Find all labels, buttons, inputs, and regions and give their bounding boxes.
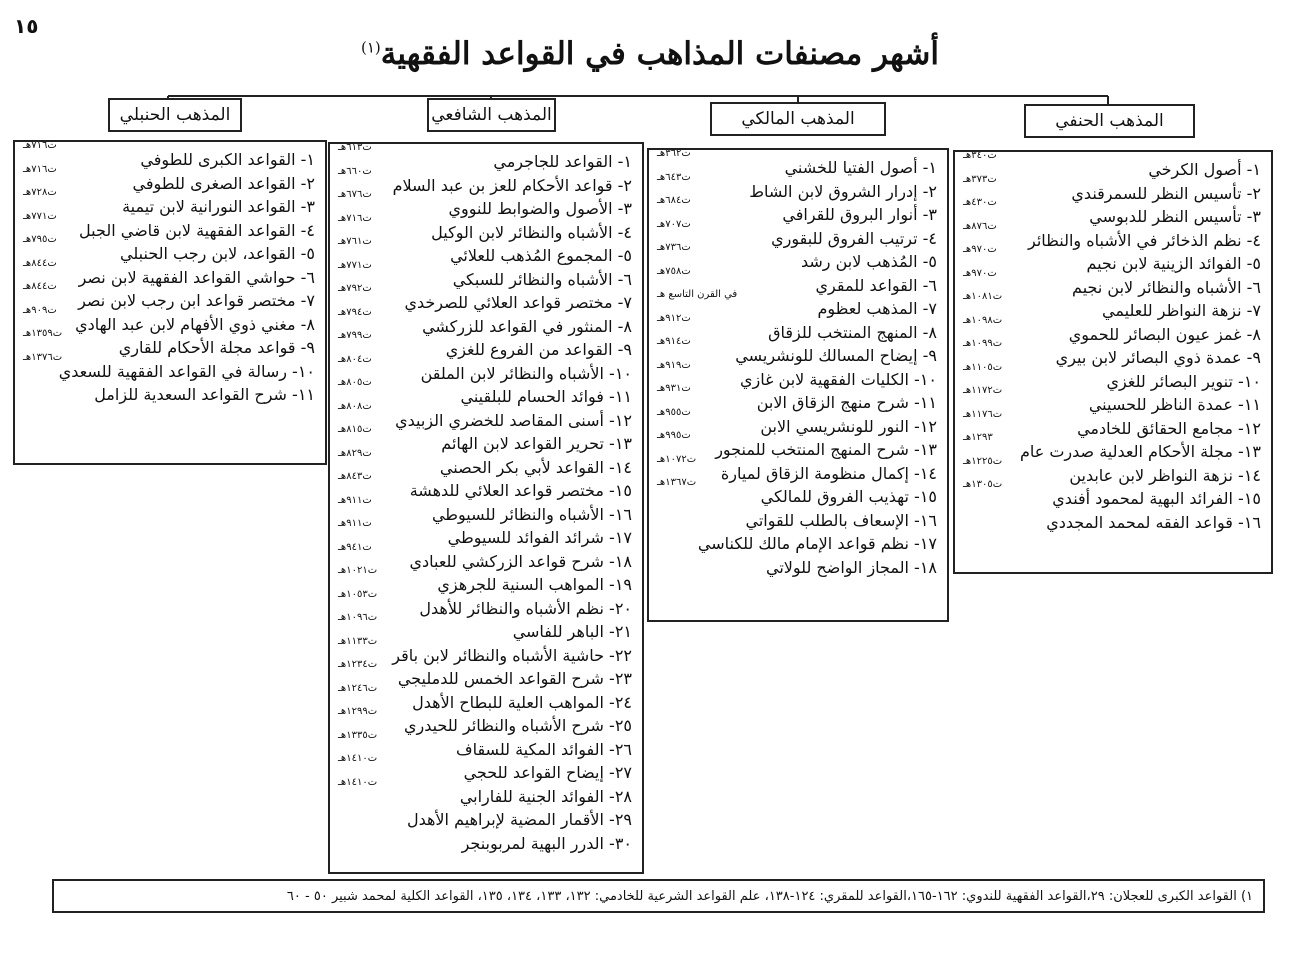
book-item	[23, 140, 315, 172]
book-title: ٣- أنوار البروق للقرافي	[782, 205, 937, 224]
book-title: ٢٥- شرح الأشباه والنظائر للحيدري	[403, 716, 632, 735]
book-title: ١- أصول الكرخي	[1148, 160, 1261, 179]
death-date: ت٧٩٢هـ	[338, 283, 372, 294]
book-item	[338, 588, 632, 621]
death-date: ت٨٠٥هـ	[338, 377, 372, 388]
book-title: ٦- الأشباه والنظائر لابن نجيم	[1072, 277, 1261, 297]
death-date: ت٧٩٥هـ	[23, 234, 57, 245]
book-item	[657, 556, 937, 580]
school-header-hanbali	[108, 98, 242, 132]
book-item	[23, 210, 315, 243]
book-item	[338, 706, 632, 738]
column-hanbali	[13, 140, 327, 465]
book-item	[338, 189, 632, 221]
book-title: ٢٢- حاشية الأشباه والنظائر لابن باقر	[392, 645, 632, 665]
book-item	[338, 142, 632, 174]
death-date: ت٧٩٤هـ	[338, 306, 372, 318]
book-item	[963, 455, 1261, 488]
book-title: ٢- القواعد الصغرى للطوفي	[132, 173, 315, 193]
death-date: ت٨٤٤هـ	[23, 281, 57, 292]
book-title: ١٧- نظم قواعد الإمام مالك للكناسي	[697, 534, 937, 553]
book-item	[657, 406, 937, 439]
book-title: ١٨- شرح قواعد الزركشي للعبادي	[409, 551, 632, 571]
book-title: ١٠- تنوير البصائر للغزي	[1106, 371, 1261, 391]
book-title: ٦- الأشباه والنظائر للسبكي	[452, 269, 632, 289]
book-item	[963, 511, 1261, 535]
death-date: ت١٠٩٨هـ	[963, 314, 1003, 326]
book-item	[338, 612, 632, 644]
book-title: ٢- قواعد الأحكام للعز بن عبد السلام	[392, 175, 632, 195]
book-item	[23, 257, 315, 290]
death-date: ت٧٦١هـ	[338, 236, 372, 247]
book-title: ٩- عمدة ذوي البصائر لابن بيري	[1055, 348, 1261, 367]
school-header-hanafi	[1024, 104, 1195, 138]
book-item	[657, 148, 937, 180]
book-title: ١- القواعد للجاجرمي	[493, 152, 632, 171]
book-item	[657, 359, 937, 392]
book-title: ٢٠- نظم الأشباه والنظائر للأهدل	[419, 598, 632, 618]
page-number: ١٥	[14, 14, 39, 38]
book-item	[338, 541, 632, 574]
book-item	[657, 336, 937, 368]
book-item	[338, 236, 632, 268]
death-date: ت١٠٩٦هـ	[338, 612, 378, 623]
book-item	[963, 338, 1261, 370]
death-date: ت٩٥٥هـ	[657, 406, 691, 418]
book-item	[338, 400, 632, 433]
book-item	[657, 477, 937, 509]
death-date: ت٧٩٩هـ	[338, 330, 372, 341]
book-title: ١٦- الأشباه والنظائر للسيوطي	[431, 504, 632, 524]
death-date: ت٩٧٠هـ	[963, 244, 997, 255]
death-date: ت١٢٤٦هـ	[338, 682, 378, 694]
book-title: ٤- الأشباه والنظائر لابن الوكيل	[431, 222, 632, 242]
book-title: ١- القواعد الكبرى للطوفي	[140, 150, 315, 169]
book-item	[338, 212, 632, 245]
book-title: ٣- القواعد النورانية لابن تيمية	[122, 197, 315, 216]
death-date: ت١٣٠٥هـ	[963, 479, 1003, 490]
book-item	[338, 808, 632, 832]
book-title: ١٨- المجاز الواضح للولاتي	[765, 557, 937, 577]
death-date: ت٧٢٨هـ	[23, 187, 57, 198]
book-title: ١٤- إكمال منظومة الزقاق لميارة	[720, 463, 937, 483]
book-title: ١٣- شرح المنهج المنتخب للمنجور	[715, 440, 937, 459]
book-title: ١٤- نزهة النواظر لابن عابدين	[1069, 465, 1261, 485]
book-item	[963, 314, 1261, 347]
book-title: ٨- المنهج المنتخب للزقاق	[768, 322, 937, 342]
book-item	[963, 173, 1261, 206]
book-title: ١٥- مختصر قواعد العلائي للدهشة	[409, 481, 632, 500]
book-list	[23, 140, 315, 407]
book-item	[338, 447, 632, 480]
book-title: ٤- ترتيب الفروق للبقوري	[771, 228, 937, 248]
book-title: ١٢- أسنى المقاصد للخضري الزبيدي	[395, 410, 632, 430]
book-title: ١٠- رسالة في القواعد الفقهية للسعدي	[58, 361, 315, 381]
death-date: ت٨٠٨هـ	[338, 400, 372, 412]
book-title: ١٣- مجلة الأحكام العدلية صدرت عام	[1019, 442, 1261, 461]
book-item	[657, 289, 937, 321]
book-item	[23, 383, 315, 407]
death-date: ت١٠٢١هـ	[338, 565, 378, 576]
book-item	[23, 187, 315, 219]
death-date: ت٦٨٤هـ	[657, 195, 691, 206]
book-item	[963, 150, 1261, 182]
book-item	[338, 832, 632, 856]
book-title: ٢- إدرار الشروق لابن الشاط	[749, 181, 937, 201]
death-date: ت١٣٦٧هـ	[657, 477, 697, 488]
book-item	[338, 330, 632, 362]
book-item	[963, 291, 1261, 323]
book-item	[657, 171, 937, 204]
book-item	[338, 565, 632, 597]
book-title: ١٢- مجامع الحقائق للخادمي	[1077, 418, 1261, 438]
book-item	[338, 776, 632, 809]
book-title: ٣٠- الدرر البهية لمربوبنجر	[461, 833, 632, 853]
death-date: ت٣٦٢هـ	[657, 148, 691, 159]
book-title: ٦- القواعد للمقري	[815, 275, 937, 295]
book-title: ٨- غمز عيون البصائر للحموي	[1068, 324, 1261, 344]
death-date: ت٩١١هـ	[338, 518, 372, 529]
book-title: ١٥- الفرائد البهية لمحمود أفندي	[1052, 489, 1261, 508]
death-date: ت٦٦٠هـ	[338, 165, 372, 177]
death-date: ت١٠٩٩هـ	[963, 338, 1003, 349]
book-list	[338, 142, 632, 855]
book-title: ١١- شرح القواعد السعدية للزامل	[94, 385, 315, 404]
book-title: ٧- مختصر قواعد ابن رجب لابن نصر	[78, 291, 315, 310]
footnote-text: ١) القواعد الكبرى للعجلان: ٢٩،القواعد الفقهية للندوي: ١٦٢-١٦٥،القواعد للمقري: ١٢٤-١٣٨، علم القواعد الشرعية للخادمي: ١٣٢، ١٣٣، ١٣٤، ١٣٥، القواعد الكلية لمحمد شبير ٥٠ - ٦٠	[286, 888, 1253, 904]
book-title: ١٠- الكليات الفقهية لابن غازي	[739, 369, 937, 389]
book-title: ٥- الفوائد الزينية لابن نجيم	[1086, 254, 1261, 273]
book-item	[23, 281, 315, 313]
book-title: ١٦- الإسعاف بالطلب للقواتي	[745, 510, 937, 530]
death-date: ت٧٥٨هـ	[657, 265, 691, 277]
book-item	[963, 244, 1261, 276]
book-item	[338, 494, 632, 527]
book-title: ٧- المذهب لعظوم	[817, 299, 937, 318]
book-item	[23, 328, 315, 360]
death-date: ت١١٧٦هـ	[963, 408, 1003, 420]
book-title: ١١- شرح منهج الزقاق الابن	[756, 393, 937, 412]
death-date: ت١٠٨١هـ	[963, 291, 1003, 302]
death-date: ت١١٠٥هـ	[963, 361, 1003, 373]
school-header-label: المذهب الحنفي	[1055, 111, 1164, 131]
death-date: ت٩٠٩هـ	[23, 304, 57, 316]
book-title: ٣- الأصول والضوابط للنووي	[448, 199, 632, 218]
book-item	[338, 259, 632, 292]
column-maliki	[647, 148, 949, 622]
book-title: ٢- تأسيس النظر للسمرقندي	[1071, 183, 1261, 203]
book-item	[963, 361, 1261, 394]
death-date: ت٣٧٣هـ	[963, 173, 997, 185]
book-title: ١٧- شرائد الفوائد للسيوطي	[447, 528, 632, 547]
school-header-label: المذهب الشافعي	[431, 105, 552, 125]
book-item	[338, 471, 632, 503]
book-title: ٩- قواعد مجلة الأحكام للقاري	[118, 338, 315, 357]
death-date: ت١٢٢٥هـ	[963, 455, 1003, 467]
death-date: ت٨٠٤هـ	[338, 353, 372, 365]
book-item	[963, 220, 1261, 253]
book-item	[657, 383, 937, 415]
book-item	[657, 195, 937, 227]
death-date: ت٣٤٠هـ	[963, 150, 997, 161]
death-date: ت٧٧١هـ	[338, 259, 372, 271]
book-title: ٤- القواعد الفقهية لابن قاضي الجبل	[79, 220, 315, 240]
footnote	[52, 879, 1265, 913]
book-item	[657, 218, 937, 251]
book-item	[23, 163, 315, 196]
book-item	[657, 532, 937, 556]
death-date: ت١٤١٠هـ	[338, 753, 378, 764]
book-title: ١٣- تحرير القواعد لابن الهائم	[441, 434, 632, 453]
book-title: ٢٩- الأقمار المضية لإبراهيم الأهدل	[406, 810, 632, 829]
death-date: ت١٢٩٩هـ	[338, 706, 378, 717]
school-header-shafii	[427, 98, 556, 132]
book-item	[657, 430, 937, 462]
death-date: ت٦١٣هـ	[338, 142, 372, 153]
book-title: ١١- فوائد الحسام للبلقيني	[460, 387, 632, 406]
book-title: ٢٨- الفوائد الجنية للفارابي	[459, 786, 632, 806]
book-title: ١٦- قواعد الفقه لمحمد المجددي	[1046, 512, 1261, 532]
book-item	[338, 283, 632, 315]
death-date: ت٨٤٤هـ	[23, 257, 57, 269]
death-date: ت٦٤٣هـ	[657, 171, 691, 183]
death-date: ت٩٧٠هـ	[963, 267, 997, 279]
book-title: ١٠- الأشباه والنظائر لابن الملقن	[420, 363, 632, 383]
book-title: ٦- حواشي القواعد الفقهية لابن نصر	[78, 267, 315, 287]
death-date: ت١٣٥٩هـ	[23, 328, 63, 339]
book-title: ١٩- المواهب السنية للجرهزي	[437, 575, 632, 594]
death-date: ت١١٣٣هـ	[338, 635, 378, 647]
title-text: أشهر مصنفات المذاهب في القواعد الفقهية	[380, 36, 939, 72]
book-item	[963, 479, 1261, 511]
book-item	[963, 267, 1261, 300]
death-date: ت٧٠٧هـ	[657, 218, 691, 230]
book-item	[338, 306, 632, 339]
death-date: ت١١٧٢هـ	[963, 385, 1003, 396]
death-date: ت٤٣٠هـ	[963, 197, 997, 208]
death-date: ت٩٣١هـ	[657, 383, 691, 394]
death-date: في القرن التاسع هـ	[657, 289, 738, 300]
book-title: ١٥- تهذيب الفروق للمالكي	[760, 487, 937, 506]
book-title: ١١- عمدة الناظر للحسيني	[1088, 395, 1261, 414]
book-item	[23, 234, 315, 266]
book-title: ٢٤- المواهب العلية للبطاح الأهدل	[412, 692, 632, 712]
death-date: ت٧١٦هـ	[23, 163, 57, 175]
book-title: ٧- مختصر قواعد العلائي للصرخدي	[404, 293, 632, 312]
book-title: ٣- تأسيس النظر للدبوسي	[1089, 207, 1261, 226]
book-title: ٩- إيضاح المسالك للونشريسي	[735, 346, 937, 365]
death-date: ت١٠٥٣هـ	[338, 588, 378, 600]
book-item	[657, 509, 937, 533]
book-item	[657, 312, 937, 345]
title-footnote-marker: (١)	[360, 38, 381, 57]
book-item	[338, 424, 632, 456]
death-date: ت٦٧٦هـ	[338, 189, 372, 200]
book-title: ٧- نزهة النواظر للعليمي	[1102, 301, 1261, 320]
book-title: ٤- نظم الذخائر في الأشباه والنظائر	[1028, 230, 1261, 250]
death-date: ت٧١٦هـ	[23, 140, 57, 151]
book-item	[23, 304, 315, 337]
book-item	[338, 729, 632, 762]
book-item	[963, 432, 1261, 464]
book-item	[338, 659, 632, 691]
death-date: ت١٤١٠هـ	[338, 776, 378, 788]
death-date: ت٨١٥هـ	[338, 424, 372, 435]
book-title: ١- أصول الفتيا للخشني	[784, 158, 937, 177]
death-date: ت٩٤١هـ	[338, 541, 372, 553]
book-title: ٥- المُذهب لابن رشد	[800, 252, 937, 271]
death-date: ت١٣٧٦هـ	[23, 351, 63, 363]
book-item	[657, 242, 937, 274]
book-title: ١٤- القواعد لأبي بكر الحصني	[439, 457, 632, 477]
death-date: ت٧٧١هـ	[23, 210, 57, 222]
book-item	[338, 518, 632, 550]
death-date: ١٢٩٣هـ	[963, 432, 993, 443]
column-shafii	[328, 142, 644, 874]
death-date: ت٩٩٥هـ	[657, 430, 691, 441]
school-header-label: المذهب الحنبلي	[119, 105, 231, 125]
book-title: ٥- المجموع المُذهب للعلائي	[450, 246, 632, 265]
death-date: ت٨٤٣هـ	[338, 471, 372, 482]
book-list	[657, 148, 937, 579]
book-item	[338, 753, 632, 785]
book-list	[963, 150, 1261, 534]
book-item	[338, 377, 632, 409]
book-item	[338, 635, 632, 668]
death-date: ت٩١٤هـ	[657, 336, 691, 347]
book-title: ٨- مغني ذوي الأفهام لابن عبد الهادي	[75, 314, 315, 334]
death-date: ت٩١٢هـ	[657, 312, 691, 324]
book-title: ٢٧- إيضاح القواعد للحجي	[463, 763, 632, 782]
book-item	[657, 453, 937, 486]
book-title: ٥- القواعد، لابن رجب الحنبلي	[120, 244, 315, 263]
death-date: ت١٠٧٢هـ	[657, 453, 697, 465]
book-item	[338, 165, 632, 198]
death-date: ت٩١١هـ	[338, 494, 372, 506]
school-header-label: المذهب المالكي	[741, 109, 855, 129]
book-title: ٢٣- شرح القواعد الخمس للدمليجي	[397, 669, 632, 688]
book-title: ٢٦- الفوائد المكية للسقاف	[455, 739, 632, 759]
book-item	[963, 385, 1261, 417]
death-date: ت١٢٣٤هـ	[338, 659, 378, 670]
death-date: ت١٣٣٥هـ	[338, 729, 378, 741]
book-title: ٨- المنثور في القواعد للزركشي	[422, 316, 632, 336]
book-item	[23, 351, 315, 384]
book-title: ٢١- الباهر للفاسي	[512, 622, 632, 641]
school-header-maliki	[710, 102, 886, 136]
book-item	[963, 197, 1261, 229]
book-item	[963, 408, 1261, 441]
book-title: ٩- القواعد من الفروع للغزي	[445, 340, 632, 359]
death-date: ت٩١٩هـ	[657, 359, 691, 371]
book-title: ١٢- النور للونشريسي الابن	[760, 416, 937, 436]
death-date: ت٨٧٦هـ	[963, 220, 997, 232]
death-date: ت٧٣٦هـ	[657, 242, 691, 253]
death-date: ت٨٢٩هـ	[338, 447, 372, 459]
column-hanafi	[953, 150, 1273, 574]
book-item	[338, 682, 632, 715]
book-item	[338, 353, 632, 386]
death-date: ت٧١٦هـ	[338, 212, 372, 224]
